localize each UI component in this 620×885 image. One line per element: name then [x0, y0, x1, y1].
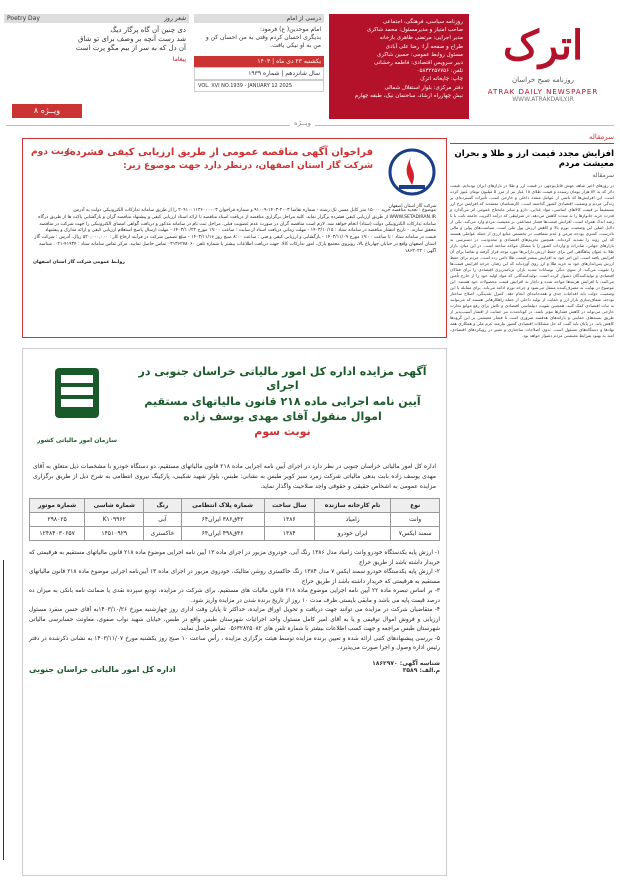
ad-title: فراخوان آگهی مناقصه عمومی از طریق ارزیابی کیفی فشرده؛ [65, 147, 373, 158]
ad-footer: روابط عمومی شرکت گاز استان اصفهان [33, 259, 125, 265]
issue-date-en: VOL. XVI NO.1939 - JANUARY 12 2025 [194, 80, 324, 92]
table-cell: سمند ایکس۷ [391, 527, 440, 541]
issue-label: درسی از امام [194, 14, 324, 23]
list-item: ۲- ارزش پایه یکدستگاه خودرو سمند ایکس ۷ مدل ۱۳۸۴ رنگ خاکستری روشن متالیک، خودروی مزبور در اجرای ماده ۱۳ آیین‌نامه اجرایی موضوع ماده ۲۱۸ قانون مالیاتهای مستقیم به هرقیمتی که خریدار داشته باشد از طریق حراج [29, 569, 441, 585]
vehicles-table [29, 498, 440, 541]
publisher-info-box [329, 14, 469, 119]
editorial-title[interactable]: افزایش مجدد قیمت ارز و طلا و بحران معیشت مردم [454, 149, 614, 169]
ad-header [23, 139, 446, 209]
table-cell: ۴۲ق۳۸۶ ایران۶۴ [181, 513, 264, 527]
logo-mark: اترک [502, 22, 584, 69]
section-label: سرمقاله [450, 133, 614, 144]
table-body [30, 513, 440, 541]
table-header-cell: نام کارخانه سازنده [314, 499, 390, 513]
auction-intro: اداره کل امور مالیاتی خراسان جنوبی در نظر دارد در اجرای آیین نامه اجرایی ماده ۲۱۸ قانون مالیاتهای مستقیم، دو دستگاه خودرو با مشخصات ذیل متعلق به آقای مهدی یوسف زاده بابت بدهی مالیاتی شرکت زمرد سبز کویر طبس به نشانی: طبس، بلوار شهید شکیبی، پارکینگ نیروی انتظامی به شرح ذیل از طریق برگزاری مزایده عمومی به اشخاص حقیقی و حقوقی واجد صلاحیت واگذار نماید. [33, 463, 436, 490]
editorial-column [450, 133, 614, 873]
logo-website[interactable]: WWW.ATRAKDAILY.IR [512, 96, 574, 103]
publisher-line: روزنامه سیاسی، فرهنگی، اجتماعی [382, 19, 463, 25]
logo-english: ATRAK DAILY NEWSPAPER [487, 88, 599, 96]
year-label: سال شانزدهم [285, 70, 320, 77]
list-item: ۴- متقاضیان شرکت در مزایده می توانند جهت دریافت و تحویل اوراق مزایده، حداکثر تا پایان وقت اداری روز چهارشنبه مورخ ۱۴۰۳/۱۰/۲۶به آقای حسن منفرد مسئول ارزیابی و فروش اموال توقیفی و یا به آقای امیر کامل مسئول واحد اجرائیات شهرستان طبس واقع در طبس، خیابان شهید نواب صفوی، معاونت حسابرسی مالیاتی شهرستان طبس مراجعه و جهت کسب اطلاعات بیشتر با شماره تلفن های ۰۵۶۳۲۸۲۵۰۸۲ تماس حاصل نمایند. [29, 607, 440, 632]
publisher-line: دفتر مرکزی: بلوار استقلال شمالی [384, 84, 463, 91]
issue-line: بدیگری احسان کردم وقتی به من احسان کن و [205, 34, 321, 41]
publisher-line: صاحب امتیاز و مدیرمسئول: محمد شاکری [366, 27, 463, 34]
table-row [30, 527, 440, 541]
table-header-cell: نوع [391, 499, 440, 513]
issue-year: سال شانزدهم | شماره ۱۹۳۹ [194, 67, 324, 80]
table-cell: ۱۳۸۴ [264, 527, 314, 541]
auction-issuer: اداره کل امور مالیاتی خراسان جنوبی [29, 664, 176, 674]
table-cell: ۴۶ق۴۹۸ ایران۶۴ [181, 527, 264, 541]
auction-title: آگهی مزایده اداره کل امور مالیاتی خراسان جنوبی در اجرای [138, 365, 427, 392]
publisher-line: طراح و صفحه آرا: رضا علی آبادی [385, 43, 463, 50]
issue-date: یکشنبه ۲۳ دی ماه | ۱۴۰۳ [194, 56, 324, 67]
poetry-author: پیغاما [172, 56, 186, 63]
table-cell: وانت [391, 513, 440, 527]
table-cell: ۲۹۸۰۲۵ [30, 513, 85, 527]
auction-header [29, 355, 440, 456]
table-cell: زامیاد [314, 513, 390, 527]
logo-subtitle: روزنامه صبح خراسان [511, 76, 575, 84]
issue-text [194, 23, 324, 53]
table-cell: آبی [144, 513, 181, 527]
auction-footer [29, 660, 440, 674]
tax-org-emblem [37, 363, 117, 448]
table-header-cell: شماره شاسی [85, 499, 144, 513]
ad-round-label: نوبت دوم [31, 147, 73, 157]
divider-label: ویــژه [290, 119, 315, 127]
table-header-row [30, 499, 440, 513]
table-header-cell: شماره پلاک انتظامی [181, 499, 264, 513]
table-header-cell: رنگ [144, 499, 181, 513]
table-header-cell: شماره موتور [30, 499, 85, 513]
gas-tender-ad [22, 138, 447, 338]
poetry-label [4, 14, 189, 23]
list-item: ۵- بررسی پیشنهادهای کتبی ارائه شده و تعیین برنده مزایده توسط هیئت برگزاری مزایده ، رأس ساعت ۱۰ صبح روز یکشنبه مورخ ۱۴۰۳/۱۱/۰۷ به نشانی ذکرشده در دفتر رئیس اداره وصول و اجرا صورت می‌پذیرد. [29, 635, 440, 651]
table-header-cell: سال ساخت [264, 499, 314, 513]
publisher-line: چاپ: چاپخانه اترک [420, 76, 463, 83]
editorial-author: سرمقاله [592, 172, 614, 179]
list-item: ۱- ارزش پایه یکدستگاه خودرو وانت زامیاد مدل ۱۳۸۶ رنگ آبی، خودروی مزبور در اجرای ماده ۱۳ آیین نامه اجرایی موضوع ماده ۲۱۸ قانون مالیاتهای مستقیم به هرقیمتی که خریدار داشته باشد از طریق حراج [29, 550, 441, 566]
list-item: ۳- بر اساس تبصره ماده ۲۲ آیین نامه اجرایی موضوع ماده ۲۱۸ قانون مالیات های مستقیم، برای شرکت در مزایده، تودیع سپرده نقدی یا ضمانت نامه بانکی به میزان ده درصد قیمت پایه می باشد و مابقی بایستی ظرف مدت ۱۰ روز از تاریخ برنده شدن در مزایده واریز شود. [29, 588, 440, 604]
publisher-line: تلفن: ۰۵۸۳۲۲۵۷۷۵۶ [416, 68, 463, 75]
emblem-caption: سازمان امور مالیاتی کشور [36, 437, 117, 444]
issue-info-box [194, 14, 324, 119]
table-cell: ۱۴۵۱۰۹۲۹ [85, 527, 144, 541]
issue-line: من به او نیکی یافت. [270, 42, 321, 49]
ad-reference: م.الف: ۳۵۸۹ [402, 666, 440, 674]
poetry-label-en: Poetry Day [7, 15, 40, 22]
ad-subtitle: شرکت گاز استان اصفهان، درنظر دارد جهت موضوع زیر: [123, 161, 373, 171]
table-row [30, 513, 440, 527]
gas-company-logo [385, 145, 440, 209]
poetry-label-fa: شعر روز [164, 15, 186, 22]
publisher-line: نبش چهارراه ارشاد، ساختمان نیک، طبقه چهارم [354, 92, 463, 99]
logo-caption: شرکت گاز استان اصفهان [388, 204, 437, 209]
auction-owner: اموال منقول آقای مهدی یوسف زاده [183, 410, 382, 423]
masthead [6, 6, 614, 121]
publisher-line: مسئول روابط عمومی: حسین شاکری [376, 51, 463, 58]
ad-body: موضوع : تجدید مناقصه خرید ۱۵۰۰۰ متر کابل مسی تک رشته - شماره تقاضا ۲۰۰۳-۱۴۰۳-۹۱۰۰۹ و شماره فراخوان ۲۰۹۱۰۰۱۱۳۶۰۰۰۰۰۳ را از طریق سامانه تدارکات الکترونیکی دولت به آدرس WWW.SETADIRAN.IR از طریق ارزیابی کیفی فشرده برگزار نماید. کلیه مراحل برگزاری مناقصه از دریافت اسناد مناقصه تا ارائه اسناد ارزیابی کیفی و پیشنهاد مناقصه گران و بازگشایی پاکت ها از طریق درگاه سامانه تدارکات الکترونیکی دولت (ستاد) انجام خواهد شد. لازم است مناقصه گران در صورت عدم عضویت قبلی، مراحل ثبت نام در سامانه مذکور و دریافت گواهی امضای الکترونیکی را جهت شرکت در مناقصه محقق سازند. - تاریخ انتشار مناقصه در سامانه ستاد : ۱۴۰۳/۱۰/۱۵ - مهلت زمانی دریافت اسناد از سایت : ساعت ۱۹:۰۰ مورخ ۱۴۰۳/۱۰/۲۲ - مهلت ارسال پاسخ استعلام ارزیابی کیفی و ارائه مدارک و پیشنهاد قیمت در سامانه ستاد : تا ساعت ۱۹:۰۰ مورخ ۱۴۰۳/۱۱/۰۹ - بازگشایی و ارزیابی کیفی و فنی : ساعت ۸:۰۰ صبح روز ۱۴۰۳/۱۱/۱۶ - مبلغ تضمین شرکت در فرآیند ارجاع کار : ۵۲۰,۰۰۰,۰۰۰ ریال. آدرس : شرکت گاز استان اصفهان واقع در خیابان چهارباغ بالا، روبروی مجتمع پارک، امور تدارکات کالا. جهت دریافت اطلاعات بیشتر با شماره تلفن ۰۳۱۳۶۲۷۸۰۶۰ تماس حاصل نمایید. مرکز تماس سامانه ستاد : ۴۱۹۳۴-۰۲۱. شناسه آگهی : ۱۸۶۳۰۲۲ [34, 208, 436, 254]
page-label: ویــژه ۸ [12, 104, 82, 118]
table-cell: خاکستری [144, 527, 181, 541]
publisher-line: دبیر سرویس اقتصادی: فاطمه رخشانی [374, 60, 463, 67]
table-cell: ۱۳۸۶ [264, 513, 314, 527]
table-cell: ایران خودرو [314, 527, 390, 541]
auction-terms [29, 549, 440, 654]
auction-subtitle: آیین نامه اجرایی ماده ۲۱۸ قانون مالیاتهای مستقیم [144, 395, 421, 408]
issue-number: شماره ۱۹۳۹ [248, 70, 280, 77]
table-cell: K۱۰۹۹۶۲ [85, 513, 144, 527]
table-cell: ۱۲۴۸۴۰۳۰۶۵۷ [30, 527, 85, 541]
editorial-body: در روزهای اخیر شاهد جهش قابل‌توجهی در قیمت ارز و طلا در بازارهای ایران بوده‌ایم. قیمت دلار که به ۸۲ هزار تومان رسیده و قیمت طلای ۱۸ عیار نیز از مرز ۵ میلیون تومان عبور کرده است. این افزایش‌ها که ناشی از عوامل متعدد داخلی و خارجی است، تأثیرات گسترده‌ای بر زندگی مردم و وضعیت اقتصادی کشور گذاشته است. کارشناسان معتقدند که افزایش نرخ ارز مستقیماً بر قیمت کالاهای اساسی، مواد غذایی، دارو و سایر مایحتاج عمومی اثر می‌گذارد و قدرت خرید خانوارها را به شدت کاهش می‌دهد. در شرایطی که درآمد اکثریت جامعه ثابت یا با رشد اندک همراه است، افزایش قیمت‌ها فشار مضاعفی بر معیشت مردم وارد می‌کند. یکی از دلایل اصلی این وضعیت، تورم بالا و کاهش ارزش پول ملی است. سیاست‌های پولی و مالی نادرست، کسری بودجه مزمن و عدم شفافیت در تخصیص منابع ارزی از جمله عواملی هستند که این روند را تشدید کرده‌اند. همچنین تحریم‌های اقتصادی و محدودیت در دسترسی به بازارهای جهانی، صادرات و واردات کشور را با مشکل مواجه ساخته است. در این میان، بازار طلا به عنوان پناهگاهی امن برای حفظ ارزش دارایی‌ها مورد توجه قرار گرفته و تقاضا برای آن افزایش یافته است. این امر خود به افزایش بیشتر قیمت طلا دامن زده است. مردم برای حفظ ارزش پس‌اندازهای خود به خرید طلا و ارز روی آورده‌اند که این رفتار، چرخه افزایش قیمت‌ها را تقویت می‌کند. از سوی دیگر، نوسانات شدید بازار، برنامه‌ریزی اقتصادی را برای فعالان اقتصادی و تولیدکنندگان دشوار کرده است. تولیدکنندگانی که مواد اولیه خود را از خارج تأمین می‌کنند، با افزایش هزینه‌ها مواجه شده و ناچار به افزایش قیمت محصولات خود هستند. این موضوع در نهایت به مصرف‌کننده منتقل می‌شود و چرخه تورم ادامه می‌یابد. برای مقابله با این وضعیت، دولت باید اقدامات جدی و همه‌جانبه‌ای انجام دهد. کنترل نقدینگی، اصلاح ساختار بودجه، شفاف‌سازی بازار ارز و حمایت از تولید داخلی از جمله راهکارهایی هستند که می‌توانند به ثبات اقتصادی کمک کنند. همچنین تقویت دیپلماسی اقتصادی و تلاش برای رفع موانع تجارت خارجی می‌تواند در کاهش فشارها مؤثر باشد. در کوتاه‌مدت نیز حمایت از اقشار آسیب‌پذیر از طریق بسته‌های حمایتی و یارانه‌های هدفمند ضروری است تا فشار معیشتی بر این گروه‌ها کاهش یابد. در پایان باید گفت که حل مشکلات اقتصادی کشور نیازمند عزم ملی و همکاری همه نهادها و دستگاه‌های مسئول است. بدون اصلاحات ساختاری و تغییر در رویکردهای اقتصادی، امید به بهبود شرایط معیشتی مردم دشوار خواهد بود. [450, 183, 615, 338]
auction-round: نوبت سوم [254, 425, 311, 438]
newspaper-logo [478, 16, 608, 106]
issue-line: امام موحدین( ع) فرمود: [259, 26, 321, 33]
ad-id: شناسه آگهی: ۱۸۶۲۹۷۰ [372, 659, 440, 667]
poetry-line: شد رست آنچه بر وصف برای تو شاق [77, 35, 186, 43]
publisher-line: مدیر اجرایی: مرتضی ظاهری بازخانه [379, 35, 463, 42]
page-edge-bar [0, 560, 4, 860]
poetry-text [4, 23, 189, 56]
poetry-line: دی چنین آن گاه پرگار دیگ [110, 26, 186, 34]
tax-auction-ad [22, 348, 447, 876]
poetry-line: آن دل که به سر از بیم مگو پرت است [75, 44, 186, 52]
